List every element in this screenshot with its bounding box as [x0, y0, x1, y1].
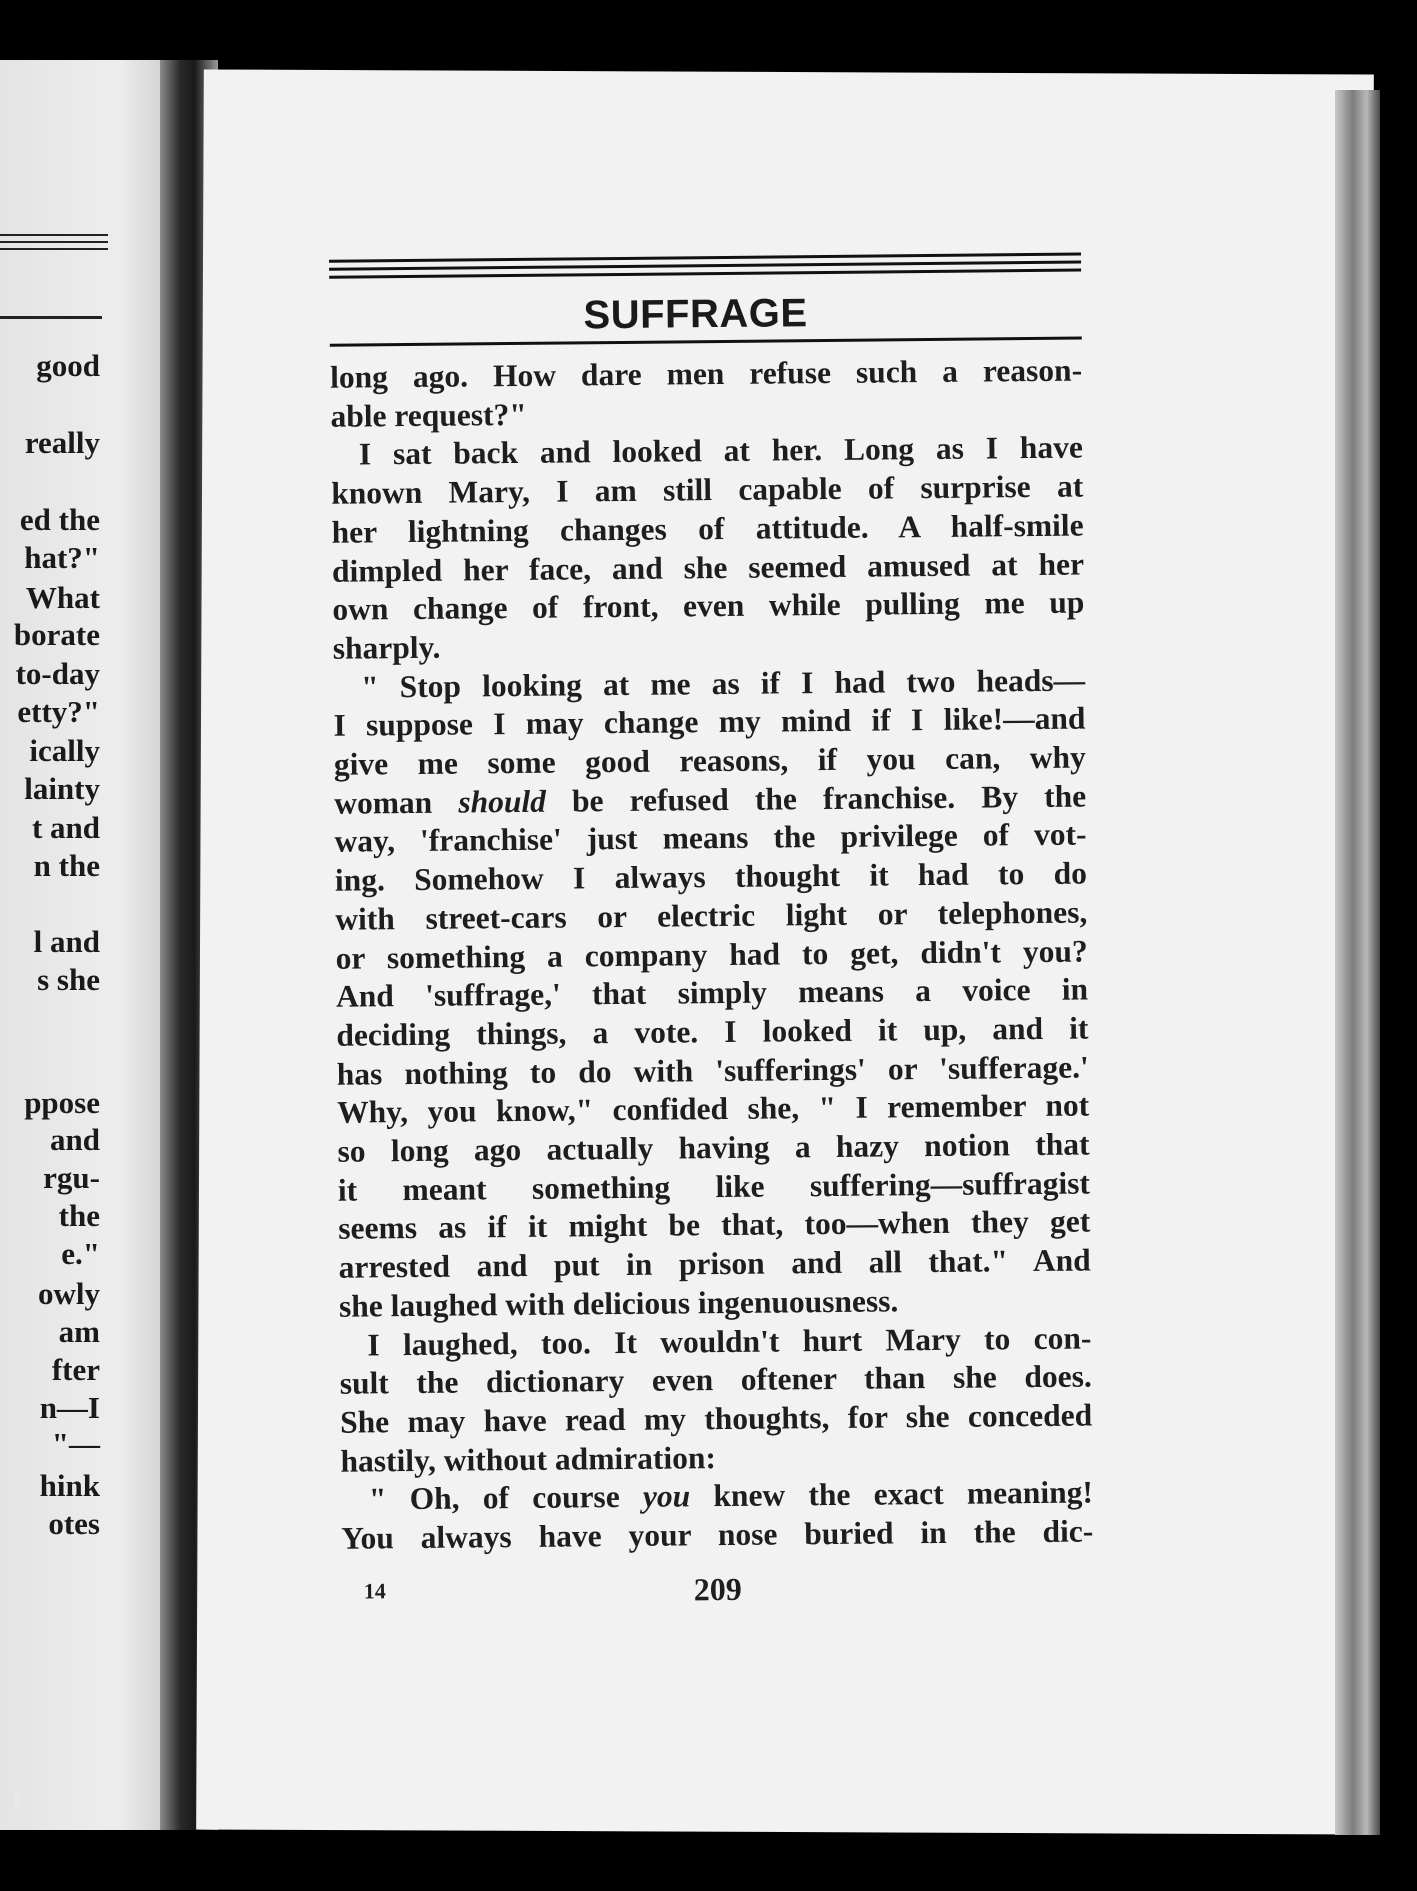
- facing-page-fragment: fter: [51, 1352, 100, 1387]
- text-line: give me some good reasons, if you can, why: [333, 739, 1086, 782]
- page-content: [305, 253, 1098, 1619]
- facing-page-fragment: etty?": [17, 694, 100, 729]
- text-line: I sat back and looked at her. Long as I have: [358, 429, 1084, 472]
- facing-page-fragment: What: [25, 580, 100, 615]
- facing-page-fragment: good: [36, 348, 100, 383]
- text-line: " Stop looking at me as if I had two heads—: [360, 662, 1086, 705]
- text-line: She may have read my thoughts, for she conceded: [339, 1397, 1093, 1440]
- page-edge: [1335, 90, 1380, 1835]
- text-line: I suppose I may change my mind if I like!—and: [333, 700, 1086, 744]
- facing-page-fragment: rgu-: [43, 1160, 100, 1195]
- facing-page-fragment: "—: [51, 1426, 100, 1461]
- text-line: able request?": [330, 396, 527, 434]
- facing-page-fragment: ed the: [19, 502, 100, 537]
- text-line: I laughed, too. It wouldn't hurt Mary to con-: [367, 1320, 1092, 1363]
- facing-page-fragment: borate: [13, 617, 100, 652]
- text-line: sharply.: [332, 629, 441, 666]
- facing-page-fragment: n—I: [39, 1390, 100, 1425]
- facing-page-fragment: t and: [31, 810, 100, 845]
- text-line: with street-cars or electric light or telephones,: [335, 894, 1088, 937]
- facing-page-fragment: owly: [38, 1276, 100, 1311]
- text-line: known Mary, I am still capable of surprise at: [331, 468, 1084, 511]
- text-line: arrested and put in prison and all that." And: [338, 1242, 1091, 1285]
- facing-page-fragment: l and: [33, 924, 100, 959]
- text-line: way, 'franchise' just means the privilege of vot-: [334, 816, 1087, 860]
- text-line: or something a company had to get, didn't you?: [335, 933, 1088, 976]
- facing-page-fragment: am: [58, 1314, 100, 1349]
- facing-page-fragment: otes: [48, 1506, 100, 1541]
- body-text: [330, 352, 1093, 1559]
- facing-page-fragment: really: [24, 425, 100, 460]
- header-rules: [305, 253, 1085, 292]
- facing-page-fragment: hat?": [24, 540, 100, 575]
- facing-page-text: [0, 0, 110, 1891]
- text-line: sult the dictionary even oftener than she does.: [339, 1358, 1092, 1401]
- text-line: dimpled her face, and she seemed amused at her: [331, 546, 1085, 589]
- text-line: deciding things, a vote. I looked it up, and it: [336, 1010, 1089, 1053]
- facing-page-fragment: hink: [39, 1468, 100, 1503]
- text-line: has nothing to do with 'sufferings' or 'sufferage.': [336, 1049, 1089, 1092]
- facing-page-fragment: the: [58, 1198, 100, 1233]
- facing-page-fragment: e.": [61, 1236, 100, 1271]
- text-line: woman should be refused the franchise. By the: [334, 778, 1087, 821]
- page-number: 209: [693, 1570, 742, 1608]
- facing-page-fragment: s she: [37, 962, 100, 997]
- facing-page-fragment: n the: [33, 848, 100, 883]
- facing-page-fragment: to-day: [15, 656, 100, 691]
- text-line: it meant something like suffering—suffragist: [337, 1165, 1091, 1208]
- text-line: hastily, without admiration:: [340, 1439, 717, 1479]
- signature-mark: 14: [363, 1578, 386, 1604]
- text-line: long ago. How dare men refuse such a reason-: [329, 352, 1083, 395]
- facing-page-fragment: and: [50, 1122, 100, 1157]
- text-line: " Oh, of course you knew the exact meaning!: [368, 1474, 1094, 1517]
- text-line: she laughed with delicious ingenuousness.: [338, 1283, 899, 1324]
- facing-page-fragment: ically: [29, 733, 100, 768]
- text-line: her lightning changes of attitude. A half-smile: [331, 507, 1084, 550]
- page-title: SUFFRAGE: [583, 291, 808, 338]
- text-line: Why, you know," confided she, " I remember not: [337, 1087, 1090, 1131]
- header-rule: [329, 269, 1081, 279]
- facing-page-fragment: ppose: [24, 1085, 100, 1120]
- text-line: seems as if it might be that, too—when they get: [338, 1203, 1091, 1247]
- text-line: so long ago actually having a hazy notion that: [337, 1126, 1090, 1169]
- facing-page-fragment: lainty: [24, 771, 100, 806]
- text-line: You always have your nose buried in the dic-: [341, 1513, 1094, 1556]
- text-line: ing. Somehow I always thought it had to do: [334, 855, 1088, 898]
- folio: [342, 1571, 1094, 1618]
- text-line: own change of front, even while pulling me up: [332, 584, 1085, 627]
- text-line: And 'suffrage,' that simply means a voice in: [335, 971, 1089, 1014]
